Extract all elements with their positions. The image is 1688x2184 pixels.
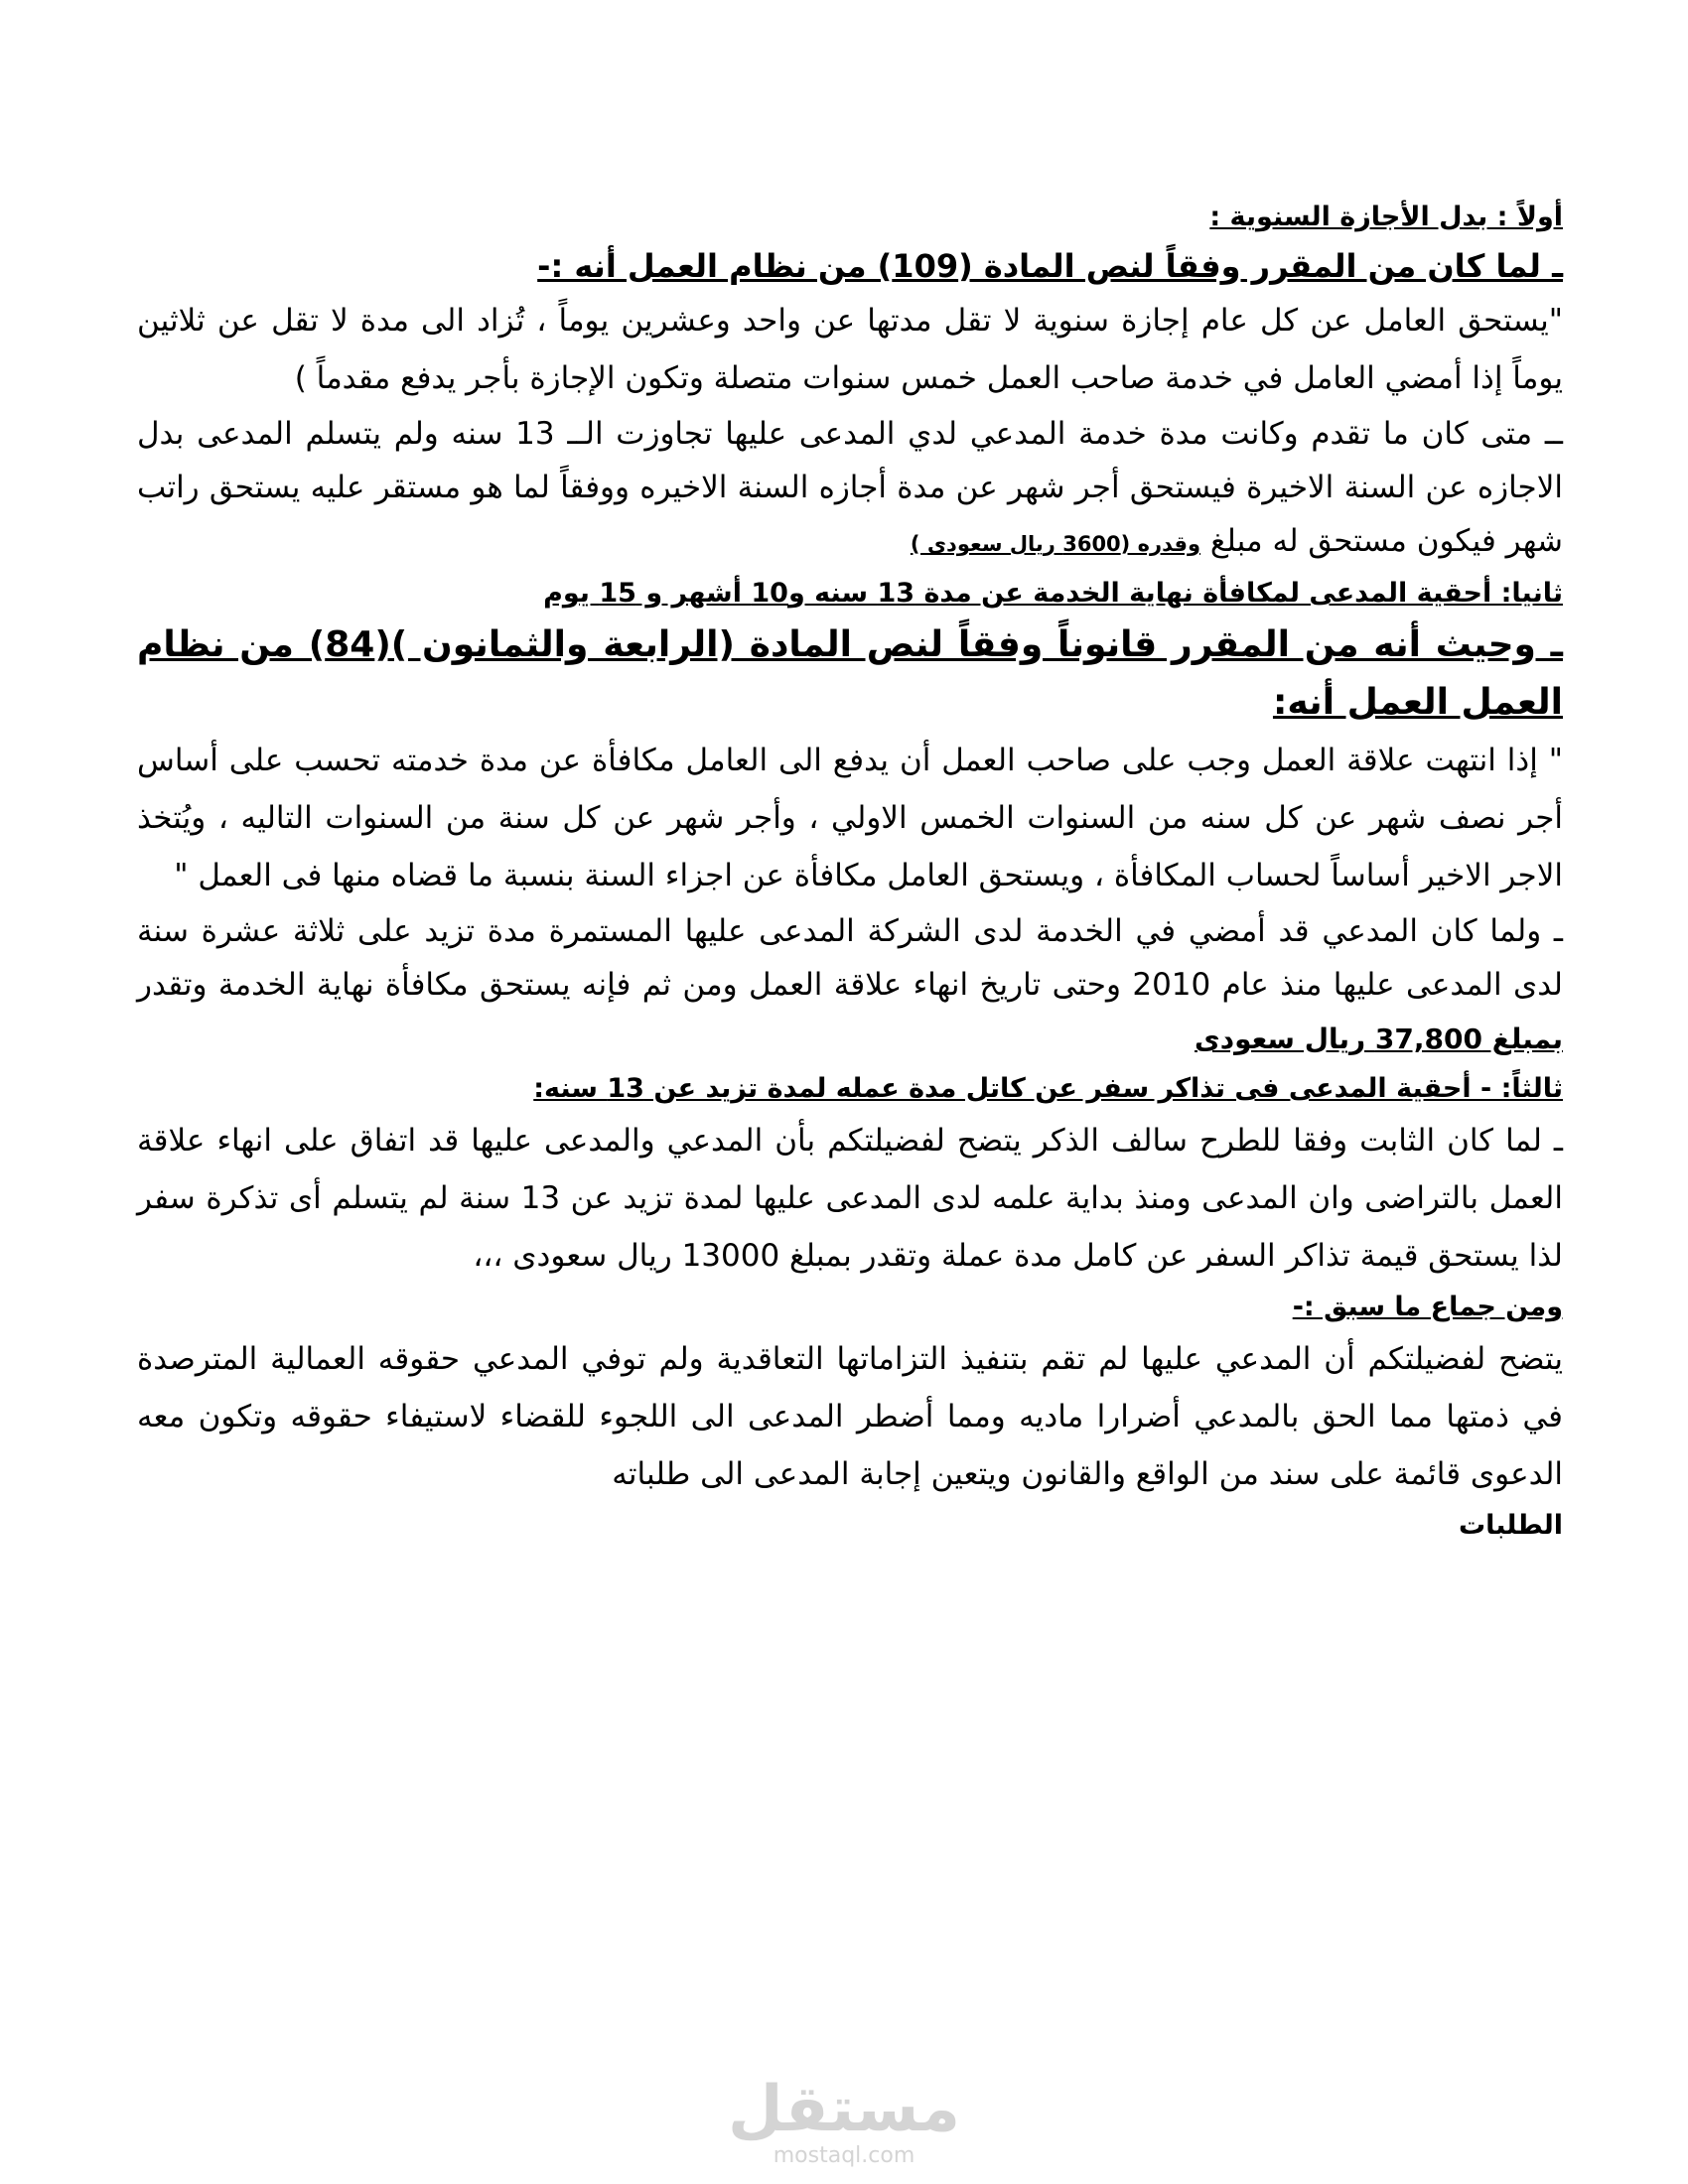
section-second-subtitle: ـ وحيث أنه من المقرر قانوناً وفقاً لنص المادة (الرابعة والثمانون )(84) من نظام العمل العمل أنه: (137, 624, 1563, 723)
section-first-body (137, 407, 1563, 571)
section-third-title: ثالثاً: - أحقية المدعى فى تذاكر سفر عن كاتل مدة عمله لمدة تزيد عن 13 سنه: (533, 1073, 1563, 1104)
section-third-body: ـ لما كان الثابت وفقا للطرح سالف الذكر يتضح لفضيلتكم بأن المدعي والمدعى عليها قد اتفاق على انهاء علاقة العمل بالتراضى وان المدعى ومنذ بداية علمه لدى المدعى عليها لمدة تزيد عن 13 سنة لم يتسلم أى تذكرة سفر لذا يستحق قيمة تذاكر السفر عن كامل مدة عملة وتقدر بمبلغ 13000 ريال سعودى ،،، (137, 1123, 1563, 1274)
conclusion-body: يتضح لفضيلتكم أن المدعي عليها لم تقم بتنفيذ التزاماتها التعاقدية ولم توفي المدعي حقوقه العمالية المترصدة في ذمتها مما الحق بالمدعي أضرارا ماديه ومما أضطر المدعى الى اللجوء للقضاء لاستيفاء حقوقه وتكون معه الدعوى قائمة على سند من الواقع والقانون ويتعين إجابة المدعى الى طلباته (137, 1341, 1563, 1492)
section-first-title: أولاً : بدل الأجازة السنوية : (1209, 202, 1563, 232)
requests-title: الطلبات (1458, 1510, 1563, 1541)
watermark-latin: mostaql.com (773, 2143, 915, 2168)
section-first-subtitle: ـ لما كان من المقرر وفقاً لنص المادة (109) من نظام العمل أنه :- (537, 247, 1563, 285)
section-second-title: ثانيا: أحقية المدعى لمكافأة نهاية الخدمة عن مدة 13 سنه و10 أشهر و 15 يوم (543, 578, 1563, 609)
section-second-body (137, 904, 1563, 1066)
document-page (137, 195, 1563, 1549)
watermark-logo (725, 2075, 963, 2168)
section-second-amount: بمبلغ 37,800 ريال سعودى (1195, 1023, 1563, 1055)
section-first-amount: وقدره (3600 ريال سعودى ) (910, 532, 1201, 556)
section-first-body-text: ــ متى كان ما تقدم وكانت مدة خدمة المدعي لدي المدعى عليها تجاوزت الــ 13 سنه ولم يتسلم المدعى بدل الاجازه عن السنة الاخيرة فيستحق أجر شهر عن مدة أجازه السنة الاخيره ووفقاً لما هو مستقر عليه يستحق راتب شهر فيكون مستحق له مبلغ (137, 416, 1563, 559)
section-second-quote: " إذا انتهت علاقة العمل وجب على صاحب العمل أن يدفع الى العامل مكافأة عن مدة خدمته تحسب على أساس أجر نصف شهر عن كل سنه من السنوات الخمس الاولي ، وأجر شهر عن كل سنة من السنوات التاليه ، ويُتخذ الاجر الاخير أساساً لحساب المكافأة ، ويستحق العامل مكافأة عن اجزاء السنة بنسبة ما قضاه منها فى العمل " (137, 743, 1563, 893)
section-second-body-text: ـ ولما كان المدعي قد أمضي في الخدمة لدى الشركة المدعى عليها المستمرة مدة تزيد على ثلاثة عشرة سنة لدى المدعى عليها منذ عام 2010 وحتى تاريخ انهاء علاقة العمل ومن ثم فإنه يستحق مكافأة نهاية الخدمة وتقدر (137, 913, 1563, 1003)
conclusion-title: ومن جماع ما سبق :- (1292, 1292, 1563, 1322)
section-first-quote: "يستحق العامل عن كل عام إجازة سنوية لا تقل مدتها عن واحد وعشرين يوماً ، تُزاد الى مدة لا تقل عن ثلاثين يوماً إذا أمضي العامل في خدمة صاحب العمل خمس سنوات متصلة وتكون الإجازة بأجر يدفع مقدماً ) (137, 303, 1563, 396)
watermark-arabic: مستقل (727, 2073, 961, 2146)
